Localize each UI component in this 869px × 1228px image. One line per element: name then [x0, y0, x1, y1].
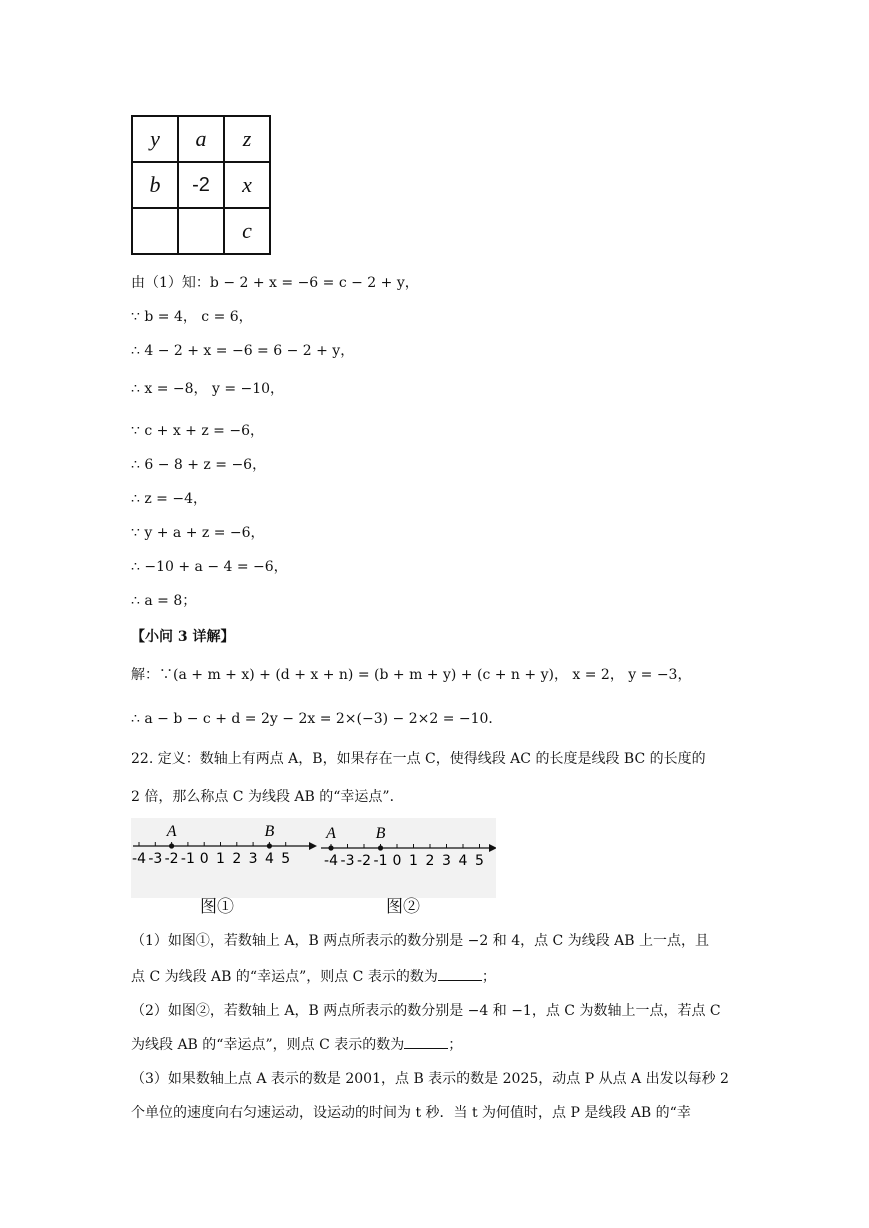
- answer-blank-2[interactable]: [404, 1034, 448, 1049]
- tick-label: 0: [392, 853, 402, 869]
- tick-label: 3: [248, 851, 258, 867]
- part1-text: 点 C 为线段 AB 的“幸运点”，则点 C 表示的数为: [131, 969, 438, 985]
- grid-cell: x: [224, 162, 270, 208]
- answer-blank-1[interactable]: [438, 966, 482, 981]
- tick-label: 5: [281, 851, 291, 867]
- solution-line: ∵ c + x + z = −6，: [131, 423, 264, 439]
- tick-label: -4: [324, 853, 338, 869]
- part2-text: 为线段 AB 的“幸运点”，则点 C 表示的数为: [131, 1037, 405, 1053]
- part1-line1: （1）如图①，若数轴上 A，B 两点所表示的数分别是 −2 和 4，点 C 为线段 AB 上一点，且: [131, 933, 710, 949]
- tick-label: 2: [425, 853, 435, 869]
- solution-line: ∵ y + a + z = −6，: [131, 525, 265, 541]
- grid-cell: b: [132, 162, 178, 208]
- grid-cell: z: [224, 116, 270, 162]
- solution-line: ∴ 6 − 8 + z = −6，: [131, 457, 267, 473]
- number-line-figures: [131, 818, 496, 918]
- solution-line: ∴ 4 − 2 + x = −6 = 6 − 2 + y，: [131, 343, 355, 359]
- solution-line: 解：∵(a + m + x) + (d + x + n) = (b + m + y) + (c + n + y)， x = 2， y = −3，: [131, 667, 692, 683]
- solution-line: ∵ b = 4， c = 6，: [131, 309, 253, 325]
- tick-label: -2: [164, 851, 179, 867]
- grid-cell: c: [224, 208, 270, 254]
- question-22-line2: 2 倍，那么称点 C 为线段 AB 的“幸运点”．: [131, 789, 404, 805]
- part1-end: ；: [481, 969, 496, 985]
- point-label: A: [166, 823, 177, 840]
- tick-label: 5: [475, 853, 484, 869]
- point-label: B: [264, 823, 275, 840]
- part2-line2: [131, 1034, 462, 1054]
- tick-label: 4: [264, 851, 274, 867]
- grid-cell: -2: [178, 162, 224, 208]
- part1-line2: [131, 966, 496, 986]
- part2-end: ；: [448, 1037, 463, 1053]
- figure-1-caption: 图①: [200, 897, 234, 917]
- tick-label: 1: [409, 853, 418, 869]
- point-marker: [378, 845, 383, 850]
- point-marker: [169, 843, 174, 848]
- tick-label: -2: [357, 853, 371, 869]
- part3-line2: 个单位的速度向右匀速运动，设运动的时间为 t 秒．当 t 为何值时，点 P 是线段 AB 的“幸: [131, 1105, 691, 1121]
- section-heading: 【小问 3 详解】: [131, 629, 235, 645]
- point-marker: [328, 845, 333, 850]
- point-label: A: [326, 825, 336, 842]
- grid-cell: a: [178, 116, 224, 162]
- tick-label: -4: [132, 851, 146, 867]
- solution-line: ∴ a = 8；: [131, 593, 197, 609]
- tick-label: 2: [232, 851, 242, 867]
- grid-cell: y: [132, 116, 178, 162]
- figure-2-caption: 图②: [386, 897, 420, 917]
- grid-cell: [132, 208, 178, 254]
- solution-line: ∴ −10 + a − 4 = −6，: [131, 559, 288, 575]
- tick-label: -1: [373, 853, 388, 869]
- point-marker: [267, 843, 272, 848]
- tick-label: -1: [180, 851, 195, 867]
- tick-label: 3: [442, 853, 451, 869]
- part2-line1: （2）如图②，若数轴上 A，B 两点所表示的数分别是 −4 和 −1，点 C 为数轴上一点，若点 C: [131, 1003, 721, 1019]
- tick-label: 0: [199, 851, 209, 867]
- magic-square-grid: [131, 115, 271, 255]
- question-22-line1: 22. 定义：数轴上有两点 A，B，如果存在一点 C，使得线段 AC 的长度是线段 BC 的长度的: [131, 751, 706, 767]
- point-label: B: [375, 825, 386, 842]
- solution-line: ∴ a − b − c + d = 2y − 2x = 2×(−3) − 2×2 = −10．: [131, 711, 503, 727]
- solution-line: ∴ z = −4，: [131, 491, 208, 507]
- solution-line: 由（1）知：b − 2 + x = −6 = c − 2 + y，: [131, 275, 419, 291]
- tick-label: 4: [458, 853, 468, 869]
- tick-label: 1: [216, 851, 225, 867]
- part3-line1: （3）如果数轴上点 A 表示的数是 2001，点 B 表示的数是 2025，动点 P 从点 A 出发以每秒 2: [131, 1071, 729, 1087]
- tick-label: -3: [148, 851, 163, 867]
- grid-cell: [178, 208, 224, 254]
- tick-label: -3: [340, 853, 355, 869]
- solution-line: ∴ x = −8， y = −10，: [131, 381, 285, 397]
